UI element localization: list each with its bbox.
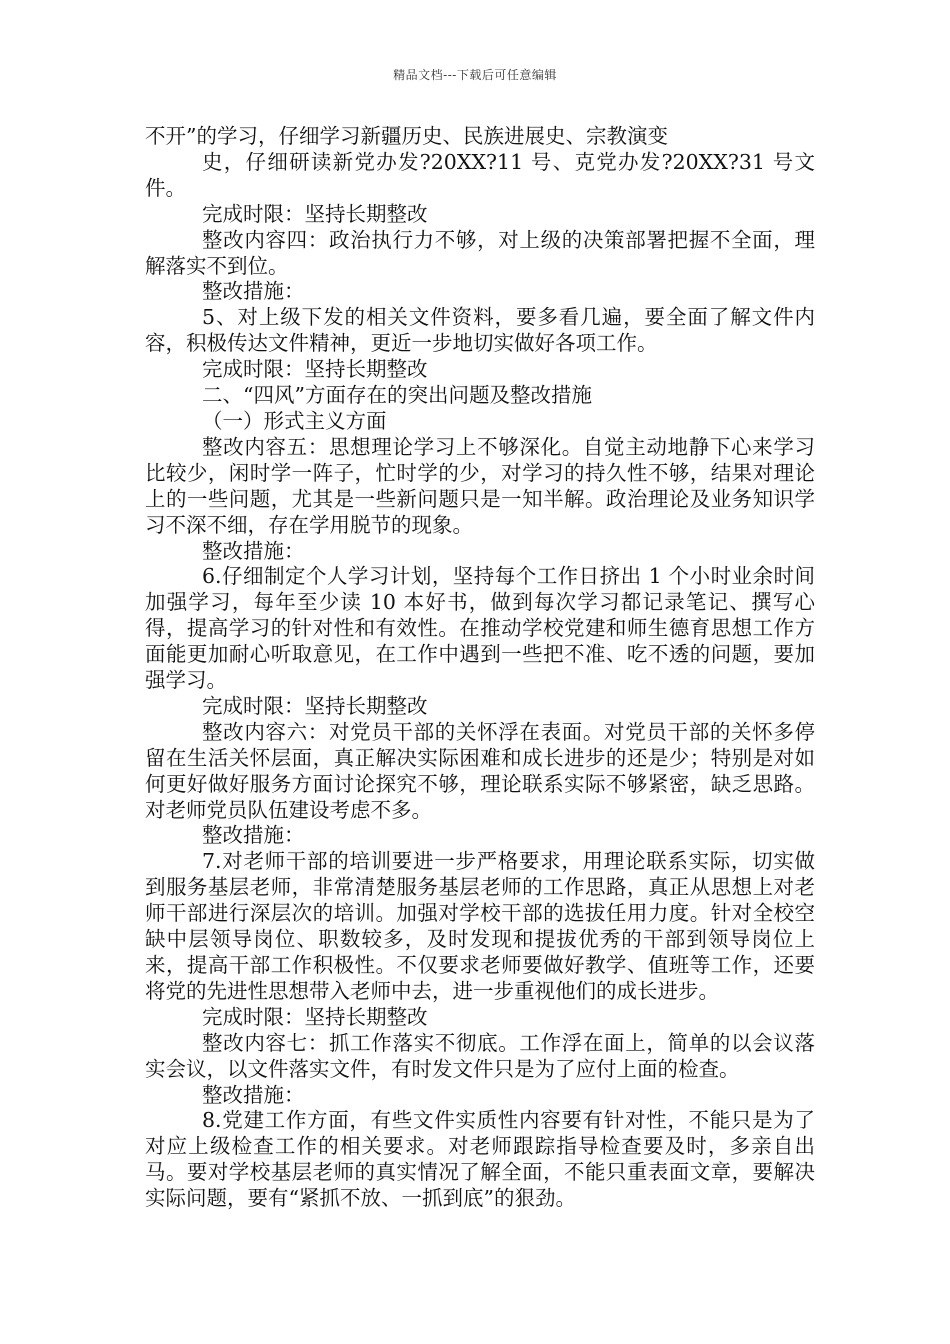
measures-heading: 整改措施：	[202, 279, 305, 304]
measures-heading: 整改措施：	[202, 1082, 305, 1107]
rectification-item-4: 整改内容四：政治执行力不够，对上级的决策部署把握不全面，理解落实不到位。	[145, 227, 815, 278]
rectification-item-6: 整改内容六：对党员干部的关怀浮在表面。对党员干部的关怀多停留在生活关怀层面，真正解决实际困难和成长进步的还是少；特别是对如何更好做好服务方面讨论探究不够，理论联系实际不够紧密，缺乏思路。对老师党员队伍建设考虑不多。	[145, 719, 815, 822]
measures-heading: 整改措施：	[202, 538, 305, 563]
section-heading: 二、“四风”方面存在的突出问题及整改措施	[202, 383, 592, 408]
rectification-item-5: 整改内容五：思想理论学习上不够深化。自觉主动地静下心来学习比较少，闲时学一阵子，忙时学的少，对学习的持久性不够，结果对理论上的一些问题，尤其是一些新问题只是一知半解。政治理论及业务知识学习不深不细，存在学用脱节的现象。	[145, 434, 815, 537]
deadline-line: 完成时限：坚持长期整改	[202, 1004, 428, 1029]
paragraph: 史，仔细研读新党办发?20XX?11 号、克党办发?20XX?31 号文件。	[145, 149, 815, 200]
deadline-line: 完成时限：坚持长期整改	[202, 201, 428, 226]
page-header: 精品文档---下载后可任意编辑	[393, 68, 557, 82]
deadline-line: 完成时限：坚持长期整改	[202, 357, 428, 382]
measure-7: 7.对老师干部的培训要进一步严格要求，用理论联系实际，切实做到服务基层老师，非常清楚服务基层老师的工作思路，真正从思想上对老师干部进行深层次的培训。加强对学校干部的选拔任用力度。针对全校空缺中层领导岗位、职数较多，及时发现和提拔优秀的干部到领导岗位上来，提高干部工作积极性。不仅要求老师要做好教学、值班等工作，还要将党的先进性思想带入老师中去，进一步重视他们的成长进步。	[145, 849, 815, 1003]
document-body	[145, 124, 815, 1212]
rectification-item-7: 整改内容七：抓工作落实不彻底。工作浮在面上，简单的以会议落实会议，以文件落实文件，有时发文件只是为了应付上面的检查。	[145, 1030, 815, 1081]
measures-heading: 整改措施：	[202, 823, 305, 848]
measure-8: 8.党建工作方面，有些文件实质性内容要有针对性，不能只是为了对应上级检查工作的相关要求。对老师跟踪指导检查要及时，多亲自出马。要对学校基层老师的真实情况了解全面，不能只重表面文章，要解决实际问题，要有“紧抓不放、一抓到底”的狠劲。	[145, 1108, 815, 1211]
paragraph: 不开”的学习，仔细学习新疆历史、民族进展史、宗教演变	[145, 124, 668, 148]
deadline-line: 完成时限：坚持长期整改	[202, 693, 428, 718]
measure-6: 6.仔细制定个人学习计划，坚持每个工作日挤出 1 个小时业余时间加强学习，每年至少读 10 本好书，做到每次学习都记录笔记、撰写心得，提高学习的针对性和有效性。在推动学校党建和师生德育思想工作方面能更加耐心听取意见，在工作中遇到一些把不准、吃不透的问题，要加强学习。	[145, 564, 815, 693]
measure-5: 5、对上级下发的相关文件资料，要多看几遍，要全面了解文件内容，积极传达文件精神，更近一步地切实做好各项工作。	[145, 305, 815, 356]
subsection-heading: （一）形式主义方面	[202, 408, 387, 433]
